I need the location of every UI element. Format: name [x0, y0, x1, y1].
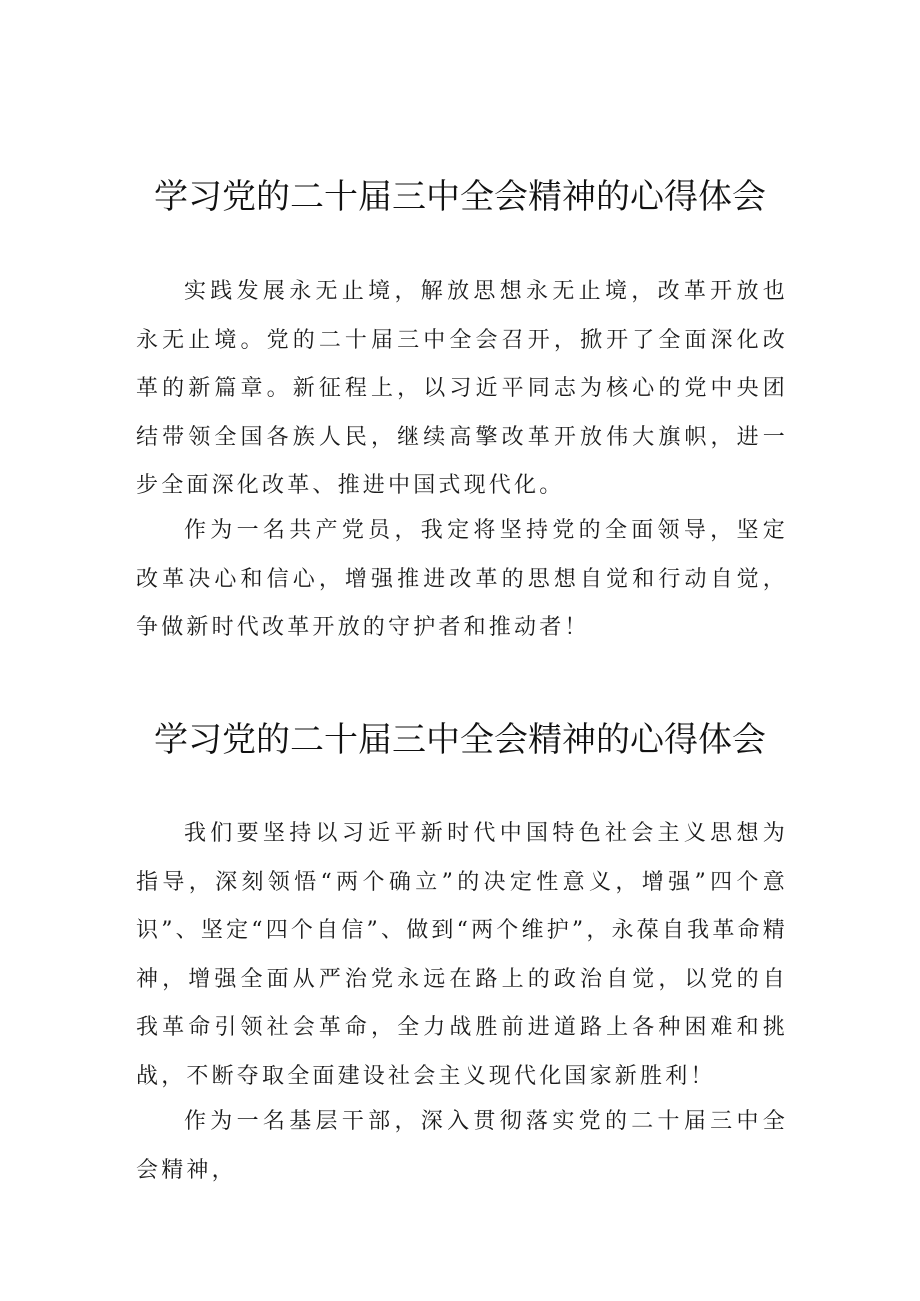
section-2-paragraph-2: 作为一名基层干部，深入贯彻落实党的二十届三中全会精神，	[136, 1109, 788, 1183]
section-title-1: 学习党的二十届三中全会精神的心得体会	[154, 177, 766, 217]
section-title-2: 学习党的二十届三中全会精神的心得体会	[154, 720, 766, 760]
section-1-paragraph-1: 实践发展永无止境，解放思想永无止境，改革开放也永无止境。党的二十届三中全会召开，掀开了全面深化改革的新篇章。新征程上，以习近平同志为核心的党中央团结带领全国各族人民，继续高擎改革开放伟大旗帜，进一步全面深化改革、推进中国式现代化。	[136, 279, 788, 498]
section-1-paragraph-2: 作为一名共产党员，我定将坚持党的全面领导，坚定改革决心和信心，增强推进改革的思想自觉和行动自觉，争做新时代改革开放的守护者和推动者！	[136, 518, 788, 640]
section-2-paragraph-1: 我们要坚持以习近平新时代中国特色社会主义思想为指导，深刻领悟“两个确立”的决定性意义，增强”四个意识”、坚定“四个自信”、做到“两个维护”，永葆自我革命精神，增强全面从严治党永远在路上的政治自觉，以党的自我革命引领社会革命，全力战胜前进道路上各种困难和挑战，不断夺取全面建设社会主义现代化国家新胜利！	[136, 821, 788, 1089]
